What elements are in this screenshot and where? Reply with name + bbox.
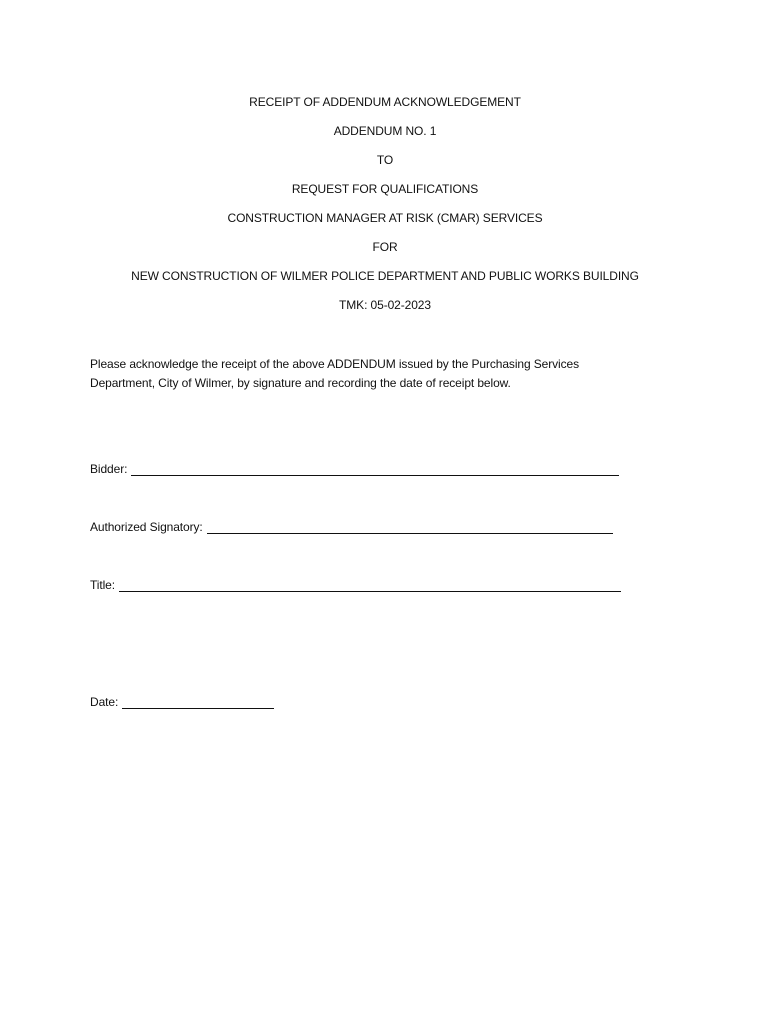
instructions-line-1: Please acknowledge the receipt of the above ADDENDUM issued by the Purchasing Services	[90, 357, 579, 371]
heading-tmk: TMK: 05-02-2023	[339, 298, 431, 312]
date-field	[90, 694, 274, 710]
instructions-line-2: Department, City of Wilmer, by signature and recording the date of receipt below.	[90, 376, 511, 390]
title-field	[90, 577, 621, 593]
authorized-signatory-line[interactable]	[207, 521, 613, 534]
authorized-signatory-field	[90, 519, 613, 535]
heading-to: TO	[376, 153, 394, 167]
heading-project-name: NEW CONSTRUCTION OF WILMER POLICE DEPARTMENT AND PUBLIC WORKS BUILDING	[131, 269, 639, 283]
date-label: Date:	[90, 695, 119, 709]
bidder-label: Bidder:	[90, 462, 128, 476]
acknowledgement-instructions	[90, 355, 690, 393]
authorized-signatory-label: Authorized Signatory:	[90, 520, 203, 534]
title-line[interactable]	[119, 579, 621, 592]
title-label: Title:	[90, 578, 115, 592]
document-heading	[0, 94, 770, 326]
date-line[interactable]	[122, 696, 274, 709]
heading-addendum-number: ADDENDUM NO. 1	[333, 124, 437, 138]
heading-cmar-services: CONSTRUCTION MANAGER AT RISK (CMAR) SERVICES	[227, 211, 543, 225]
heading-for: FOR	[372, 240, 398, 254]
bidder-field	[90, 461, 619, 477]
bidder-signature-line[interactable]	[131, 463, 619, 476]
heading-receipt-title: RECEIPT OF ADDENDUM ACKNOWLEDGEMENT	[249, 95, 521, 109]
heading-rfq: REQUEST FOR QUALIFICATIONS	[291, 182, 479, 196]
